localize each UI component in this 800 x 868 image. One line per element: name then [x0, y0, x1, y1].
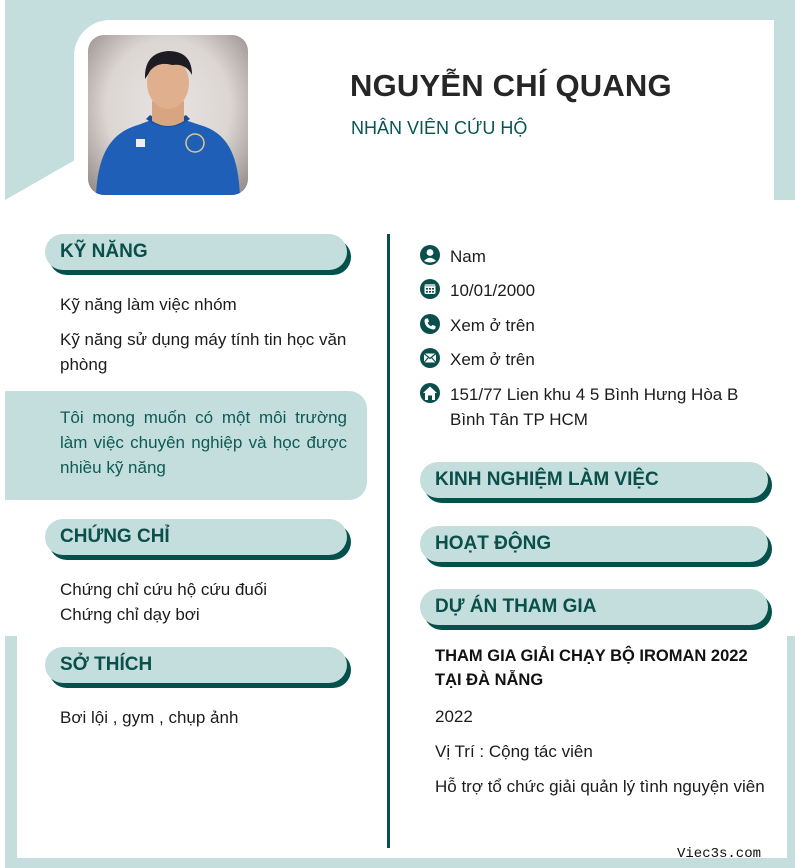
skills-heading: KỸ NĂNG: [45, 234, 347, 270]
contact-value: 151/77 Lien khu 4 5 Bình Hưng Hòa B Bình Tân TP HCM: [450, 385, 739, 429]
certificate-item: Chứng chỉ dạy bơi: [60, 605, 200, 624]
frame-right-strip: [787, 636, 795, 868]
hobbies-text: Bơi lội , gym , chụp ảnh: [60, 708, 239, 727]
phone-icon: [420, 314, 440, 334]
contact-value: 10/01/2000: [450, 281, 536, 300]
contact-birthdate: [420, 278, 535, 303]
contact-value: Xem ở trên: [450, 350, 535, 369]
project-role: Vị Trí : Cộng tác viên: [435, 742, 593, 761]
contact-value: Xem ở trên: [450, 316, 535, 335]
skill-item: Kỹ năng sử dụng máy tính tin học văn phòng: [60, 330, 347, 374]
contact-address: [420, 382, 760, 432]
contact-phone: [420, 313, 535, 338]
mail-icon: [420, 348, 440, 368]
contact-email: [420, 347, 535, 372]
home-icon: [420, 383, 440, 403]
candidate-name: NGUYỄN CHÍ QUANG: [350, 68, 672, 103]
project-description: Hỗ trợ tổ chức giải quản lý tình nguyện viên: [435, 777, 765, 796]
project-title: THAM GIA GIẢI CHẠY BỘ IROMAN 2022 TẠI ĐÀ NẴNG: [435, 647, 748, 689]
person-portrait-icon: [88, 35, 248, 195]
work-experience-heading: KINH NGHIỆM LÀM VIỆC: [420, 462, 768, 498]
certificate-item: Chứng chỉ cứu hộ cứu đuối: [60, 580, 268, 599]
career-objective: Tôi mong muốn có một môi trường làm việc chuyên nghiệp và học được nhiều kỹ năng: [5, 391, 367, 500]
certificates-heading: CHỨNG CHỈ: [45, 519, 347, 555]
project-year: 2022: [435, 707, 473, 726]
profile-photo: [88, 35, 248, 195]
hobbies-heading: SỞ THÍCH: [45, 647, 347, 683]
user-icon: [420, 245, 440, 265]
projects-heading: DỰ ÁN THAM GIA: [420, 589, 768, 625]
candidate-job-title: NHÂN VIÊN CỨU HỘ: [351, 118, 528, 138]
skill-item: Kỹ năng làm việc nhóm: [60, 295, 237, 314]
calendar-icon: [420, 279, 440, 299]
activities-heading: HOẠT ĐỘNG: [420, 526, 768, 562]
watermark: Viec3s.com: [677, 846, 762, 862]
contact-gender: [420, 244, 486, 269]
contact-value: Nam: [450, 247, 486, 266]
frame-left-strip: [5, 636, 17, 868]
column-divider: [387, 234, 390, 848]
